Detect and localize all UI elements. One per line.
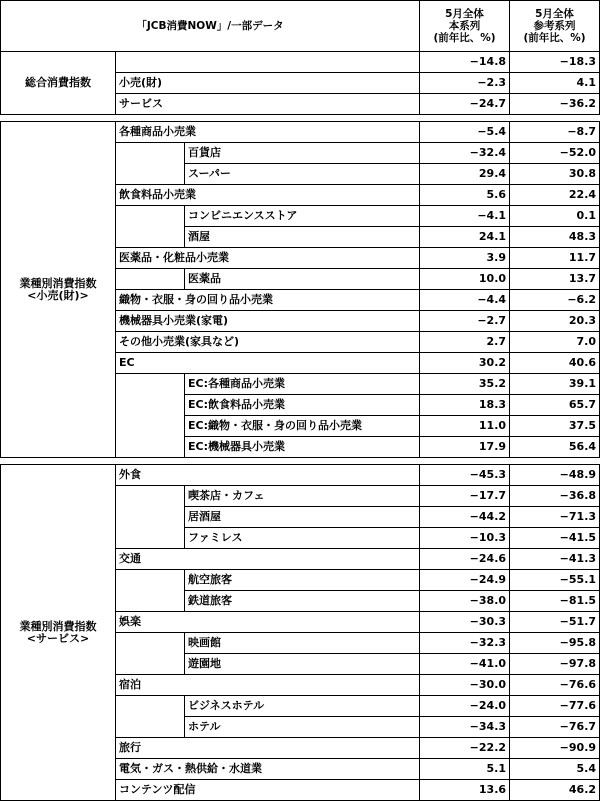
value-reference-series: 0.1 [510,206,600,227]
indent-cell [116,633,185,654]
value-main-series: 24.1 [420,227,510,248]
value-main-series: 18.3 [420,395,510,416]
value-main-series: −44.2 [420,507,510,528]
subcategory-label: 酒屋 [185,227,420,248]
indent-cell [116,374,185,395]
indent-cell [116,717,185,738]
indent-cell [116,696,185,717]
value-main-series: −10.3 [420,528,510,549]
value-main-series: 29.4 [420,164,510,185]
category-label: 医薬品・化粧品小売業 [116,248,420,269]
indent-cell [116,269,185,290]
value-reference-series: −81.5 [510,591,600,612]
category-label: 織物・衣服・身の回り品小売業 [116,290,420,311]
value-reference-series: −76.7 [510,717,600,738]
value-reference-series: 13.7 [510,269,600,290]
value-reference-series: −71.3 [510,507,600,528]
section-spacer [1,458,600,465]
value-reference-series: 39.1 [510,374,600,395]
value-main-series: 35.2 [420,374,510,395]
group-label-overall: 総合消費指数 [1,52,116,115]
subcategory-label: 鉄道旅客 [185,591,420,612]
indent-cell [116,528,185,549]
value-main-series: −14.8 [420,52,510,73]
value-reference-series: −97.8 [510,654,600,675]
table-row [1,122,600,143]
category-label: 機械器具小売業(家電) [116,311,420,332]
value-main-series: −32.4 [420,143,510,164]
subcategory-label: スーパー [185,164,420,185]
value-main-series: −30.3 [420,612,510,633]
value-reference-series: −77.6 [510,696,600,717]
subcategory-label: 遊園地 [185,654,420,675]
category-label: 飲食料品小売業 [116,185,420,206]
subcategory-label: 居酒屋 [185,507,420,528]
value-reference-series: 48.3 [510,227,600,248]
value-reference-series: −8.7 [510,122,600,143]
value-reference-series: 4.1 [510,73,600,94]
value-main-series: 2.7 [420,332,510,353]
indent-cell [116,591,185,612]
value-reference-series: 11.7 [510,248,600,269]
value-main-series: −34.3 [420,717,510,738]
value-reference-series: 30.8 [510,164,600,185]
table-title: 「JCB消費NOW」/一部データ [1,1,420,52]
value-main-series: 30.2 [420,353,510,374]
category-label: コンテンツ配信 [116,780,420,801]
section-spacer [1,115,600,122]
value-reference-series: 46.2 [510,780,600,801]
subcategory-label: ホテル [185,717,420,738]
value-reference-series: −48.9 [510,465,600,486]
value-reference-series: −18.3 [510,52,600,73]
subcategory-label: 医薬品 [185,269,420,290]
subcategory-label: EC:各種商品小売業 [185,374,420,395]
value-main-series: −5.4 [420,122,510,143]
subcategory-label: コンビニエンスストア [185,206,420,227]
category-label: その他小売業(家具など) [116,332,420,353]
value-main-series: −2.7 [420,311,510,332]
column-header-main-series: 5月全体 本系列 (前年比、%) [420,1,510,52]
subcategory-label: ファミレス [185,528,420,549]
value-reference-series: 7.0 [510,332,600,353]
value-main-series: −22.2 [420,738,510,759]
value-reference-series: −76.6 [510,675,600,696]
category-label: EC [116,353,420,374]
value-reference-series: −90.9 [510,738,600,759]
value-main-series: −30.0 [420,675,510,696]
indent-cell [116,164,185,185]
table-row [1,465,600,486]
indent-cell [116,227,185,248]
value-main-series: 17.9 [420,437,510,458]
category-label: 外食 [116,465,420,486]
value-main-series: 5.6 [420,185,510,206]
subcategory-label: 映画館 [185,633,420,654]
subcategory-label: 航空旅客 [185,570,420,591]
value-reference-series: 40.6 [510,353,600,374]
row-label: サービス [116,94,420,115]
category-label: 交通 [116,549,420,570]
table-row [1,52,600,73]
value-reference-series: −36.8 [510,486,600,507]
indent-cell [116,507,185,528]
value-main-series: −32.3 [420,633,510,654]
indent-cell [116,570,185,591]
subcategory-label: EC:機械器具小売業 [185,437,420,458]
value-main-series: −41.0 [420,654,510,675]
value-reference-series: −41.5 [510,528,600,549]
value-reference-series: 20.3 [510,311,600,332]
category-label: 電気・ガス・熱供給・水道業 [116,759,420,780]
value-main-series: −4.1 [420,206,510,227]
column-header-reference-series: 5月全体 参考系列 (前年比、%) [510,1,600,52]
value-main-series: 11.0 [420,416,510,437]
value-main-series: 5.1 [420,759,510,780]
value-reference-series: 5.4 [510,759,600,780]
value-main-series: −24.9 [420,570,510,591]
row-label [116,52,420,73]
value-reference-series: 65.7 [510,395,600,416]
value-main-series: 13.6 [420,780,510,801]
indent-cell [116,437,185,458]
value-reference-series: 37.5 [510,416,600,437]
category-label: 娯楽 [116,612,420,633]
value-main-series: −17.7 [420,486,510,507]
category-label: 旅行 [116,738,420,759]
value-reference-series: −55.1 [510,570,600,591]
indent-cell [116,416,185,437]
group-label-service: 業種別消費指数 <サービス> [1,465,116,801]
category-label: 各種商品小売業 [116,122,420,143]
value-main-series: −24.6 [420,549,510,570]
category-label: 宿泊 [116,675,420,696]
value-main-series: −45.3 [420,465,510,486]
value-reference-series: −51.7 [510,612,600,633]
value-main-series: −4.4 [420,290,510,311]
value-reference-series: 22.4 [510,185,600,206]
indent-cell [116,654,185,675]
subcategory-label: 百貨店 [185,143,420,164]
value-main-series: 10.0 [420,269,510,290]
header-row [1,1,600,52]
value-main-series: −2.3 [420,73,510,94]
value-reference-series: −52.0 [510,143,600,164]
value-reference-series: −6.2 [510,290,600,311]
value-main-series: 3.9 [420,248,510,269]
subcategory-label: EC:織物・衣服・身の回り品小売業 [185,416,420,437]
value-reference-series: −41.3 [510,549,600,570]
value-main-series: −38.0 [420,591,510,612]
indent-cell [116,395,185,416]
indent-cell [116,143,185,164]
subcategory-label: EC:飲食料品小売業 [185,395,420,416]
value-reference-series: −95.8 [510,633,600,654]
value-reference-series: 56.4 [510,437,600,458]
row-label: 小売(財) [116,73,420,94]
value-reference-series: −36.2 [510,94,600,115]
indent-cell [116,486,185,507]
subcategory-label: ビジネスホテル [185,696,420,717]
value-main-series: −24.0 [420,696,510,717]
indent-cell [116,206,185,227]
value-main-series: −24.7 [420,94,510,115]
group-label-retail: 業種別消費指数 <小売(財)> [1,122,116,458]
subcategory-label: 喫茶店・カフェ [185,486,420,507]
